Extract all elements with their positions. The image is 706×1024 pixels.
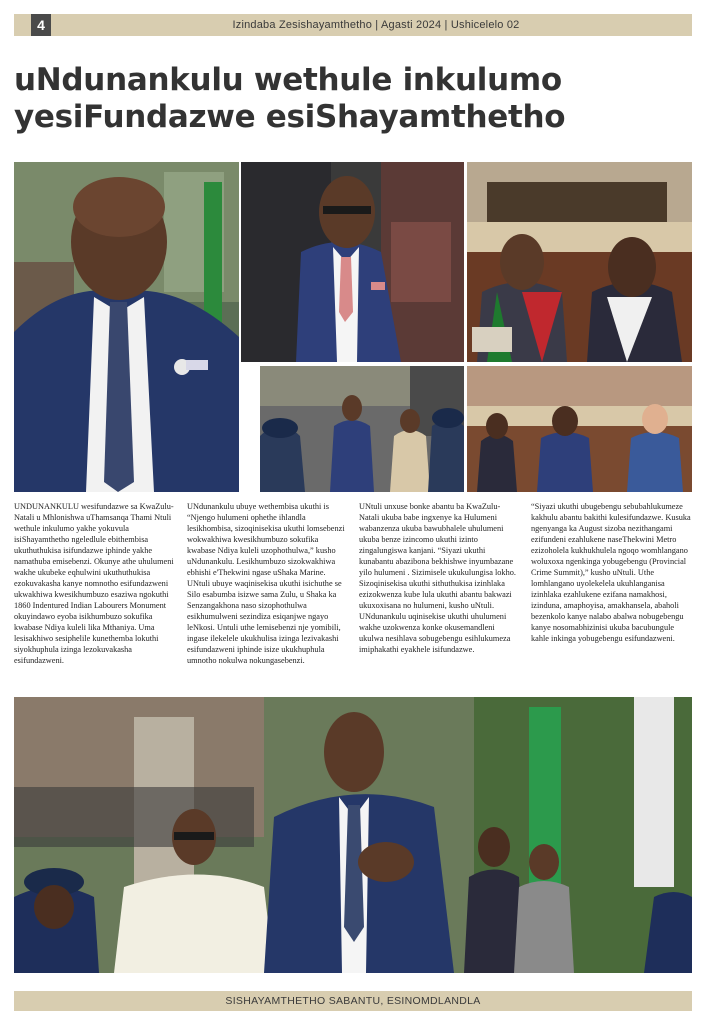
photo-premier-anthem <box>14 697 692 973</box>
column-3-text: UNtuli unxuse bonke abantu ba KwaZulu-Natali ukuba babe ingxenye ka Hulumeni wabanzenza ukuba bawubhalele uhulumeni ukuba benze izincomo ukuthi izinto zingalungiswa kanjani. “Siyazi ukuthi kunabantu abazibona bekhishwe inyumbazane yilo hulumeni . Sizimisele ukukulungisa lokho. Sizoqinisekisa ukuthi sithuthukisa izinhlaka ezizokwenza kube lula ukuthi abantu bakwazi ukuxoxisana no hulumeni, kusho uNtuli. UNdunankulu uqinisekise ukuthi uhulumeni wakhe uzokwenza konke okusemandleni ukulwa nesihlava sobugebengu esihlukumeza imiphakathi eyakhele isifundazwe. <box>359 502 516 654</box>
article-column-2 <box>187 501 347 666</box>
article-column-4 <box>531 501 691 644</box>
publication-header: Izindaba Zesishayamthetho | Agasti 2024 | Ushicelelo 02 <box>232 19 520 31</box>
photo-members-seated <box>467 162 692 362</box>
column-2-text: UNdunankulu ubuye wethembisa ukuthi is “Njengo hulumeni ophethe ihlandla lesikhombisa, sizoqinisekisa ukuthi lomsebenzi wokwakhiwa kwesikhumbuzo sokufika kwabase Ndiya kuleli uzophothulwa,” kusho uNdunankulu. Lesikhumbuzo sizokwakhiwa ebhishi e'Thekwini ngase uShaka Marine. UNtuli ubuye waqinisekisa ukuthi isichuthe se Silo esabumba isizwe sama Zulu, u Shaka ka Senzangakhona naso sizophothulwa esikhumulweni sezindiza esiqanjwe ngayo leNkosi. Untuli uthe lemisebenzi nje yomibili, ingase ilekelele ukukhulisa izinga lezivakashi esifundazweni iphinde isize ukukhuphula umnotho nokulwa nokungasebenzi. <box>187 502 345 665</box>
headline-line-2: yesiFundazwe esiShayamthetho <box>14 99 566 135</box>
photo-premier-portrait <box>14 162 239 492</box>
article-column-1 <box>14 501 174 666</box>
photo-procession <box>260 366 464 492</box>
article-headline <box>14 62 694 136</box>
article-column-3 <box>359 501 519 655</box>
column-4-text: “Siyazi ukuthi ubugebengu sebubahlukumeze kakhulu abantu bakithi kulesifundazwe. Kusukа ngenyanga ka August sizoba nezithangami ezifundeni ezahlukene naseThekwini Metro ezizoholela kukhukhulela ngoqo womhlangano woluxoxa ngenkinga yobugebengu (Provincial Crime Summit),” kusho uNtuli. Uthe lomhlangano uyolekelela ukuhlanganisa izinhlaka ezahlukene ezifana namakhosi, izinduna, amaphoyisa, amakhansela, abaholi bezenkolo kanye nalabo abalwa nobugebengu kanye nosomabhizinisi ukuba bacubungule kahle inkinga yobugebengu esifundazweni. <box>531 502 691 643</box>
column-1-text: UNDUNANKULU wesifundazwe sa KwaZulu-Natali u Mhlonishwa uThamsanqa Thami Ntuli wethule inkulumo yakhe yokuvula isiShayamthetho ngeledlule ebithembisa ukuthuthukisa isifundazwe iphinde yakhe namathuba emisebenzi. Okunye athe uhulumeni wakhe ukubeke eqhulwini ukuthuthukisa ezokuvakasha kanye nomnotho esifundazweni ukwakhiwa kwesikhumbuzo esaziwa ngokuthi 1860 Indentured Indian Labourers Monument okuyindawo eyoba isikhumbuzo sokufika kwabase Ndiya kuleli lika Mthaniya. Uma lesisakhiwo sesiphelile kunethemba lokuthi siyokhuphula izinga lezokuvakasha esifundazweni. <box>14 502 174 665</box>
footer-slogan: SISHAYAMTHETHO SABANTU, ESINOMDLANDLA <box>225 995 481 1007</box>
page-number: 4 <box>31 14 51 36</box>
headline-line-1: uNdunankulu wethule inkulumo <box>14 62 562 98</box>
photo-chamber <box>467 366 692 492</box>
photo-premier-arriving <box>241 162 464 362</box>
